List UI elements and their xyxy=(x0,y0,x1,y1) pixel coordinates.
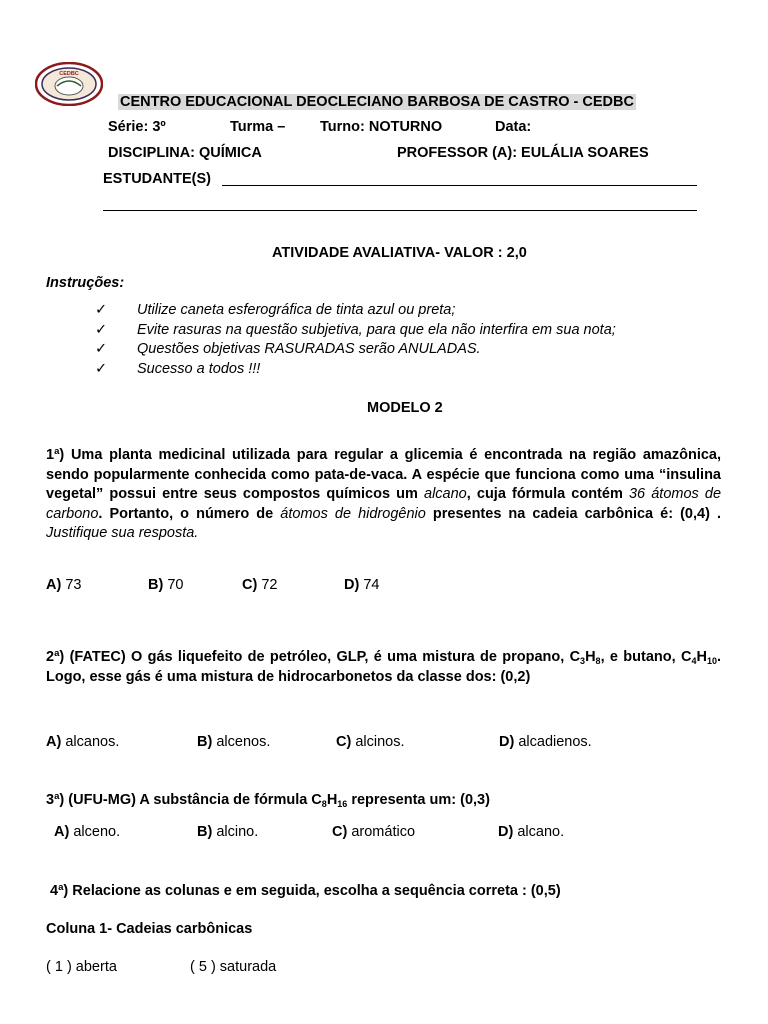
q2-option-b[interactable]: B) alcenos. xyxy=(197,734,271,750)
q1-option-c[interactable]: C) 72 xyxy=(242,577,278,593)
q2-option-c[interactable]: C) alcinos. xyxy=(336,734,405,750)
instruction-item: ✓ Utilize caneta esferográfica de tinta azul ou preta; xyxy=(95,301,616,321)
q3-option-a[interactable]: A) alceno. xyxy=(54,824,121,840)
serie-label: Série: 3º xyxy=(108,119,166,135)
question-4-text: 4ª) Relacione as colunas e em seguida, escolha a sequência correta : (0,5) xyxy=(50,883,561,899)
q2-option-d[interactable]: D) alcadienos. xyxy=(499,734,592,750)
check-icon: ✓ xyxy=(95,321,108,338)
instructions-list xyxy=(95,301,616,379)
instruction-item: ✓ Sucesso a todos !!! xyxy=(95,360,616,380)
question-3-text: 3ª) (UFU-MG) A substância de fórmula $C_8H_{16}$ representa um: (0,3) xyxy=(46,792,490,809)
instruction-item: ✓ Evite rasuras na questão subjetiva, para que ela não interfira em sua nota; xyxy=(95,321,616,341)
q3-option-b[interactable]: B) alcino. xyxy=(197,824,259,840)
instruction-item: ✓ Questões objetivas RASURADAS serão ANULADAS. xyxy=(95,340,616,360)
student-name-line-2[interactable] xyxy=(103,210,697,211)
page-title: ATIVIDADE AVALIATIVA- VALOR : 2,0 xyxy=(272,245,527,261)
turma-label: Turma – xyxy=(230,119,286,135)
q1-option-b[interactable]: B) 70 xyxy=(148,577,184,593)
model-label: MODELO 2 xyxy=(367,400,443,416)
logo-text: CEDBC xyxy=(59,71,79,77)
turno-label: Turno: NOTURNO xyxy=(320,119,443,135)
q4-item: ( 5 ) saturada xyxy=(190,959,277,975)
q2-option-a[interactable]: A) alcanos. xyxy=(46,734,120,750)
professor-label: PROFESSOR (A): EULÁLIA SOARES xyxy=(397,145,649,161)
check-icon: ✓ xyxy=(95,302,108,318)
question-1-text: 1ª) Uma planta medicinal utilizada para regular a glicemia é encontrada na região amazônica, sendo popularmente conhecida como pata-de-vaca. A espécie que funciona como uma “insulina vegetal” possui entre seus compostos químicos um alcano, cuja fórmula contém 36 átomos de carbono. Portanto, o número de átomos de hidrogênio presentes na cadeia carbônica é: (0,4) . Justifique sua resposta. xyxy=(46,447,722,541)
question-2-text: 2ª) (FATEC) O gás liquefeito de petróleo, GLP, é uma mistura de propano, $C_3H_8$, e butano, $C_4H_{10}$. Logo, esse gás é uma mistura de hidrocarbonetos da classe dos: (0,2) xyxy=(46,649,721,685)
data-label: Data: xyxy=(495,119,532,135)
q3-option-c[interactable]: C) aromático xyxy=(332,824,416,840)
school-name: CENTRO EDUCACIONAL DEOCLECIANO BARBOSA DE CASTRO - CEDBC xyxy=(120,94,634,110)
student-name-line-1[interactable] xyxy=(222,185,697,186)
school-logo xyxy=(35,62,103,106)
check-icon: ✓ xyxy=(95,341,108,357)
q4-item: ( 1 ) aberta xyxy=(46,959,117,975)
estudante-label: ESTUDANTE(S) xyxy=(103,171,211,187)
disciplina-label: DISCIPLINA: QUÍMICA xyxy=(108,145,262,161)
instructions-heading: Instruções: xyxy=(46,275,125,291)
q1-option-a[interactable]: A) 73 xyxy=(46,577,82,593)
column-1-title: Coluna 1- Cadeias carbônicas xyxy=(46,921,253,937)
check-icon: ✓ xyxy=(95,360,108,377)
q1-option-d[interactable]: D) 74 xyxy=(344,577,380,593)
q3-option-d[interactable]: D) alcano. xyxy=(498,824,565,840)
